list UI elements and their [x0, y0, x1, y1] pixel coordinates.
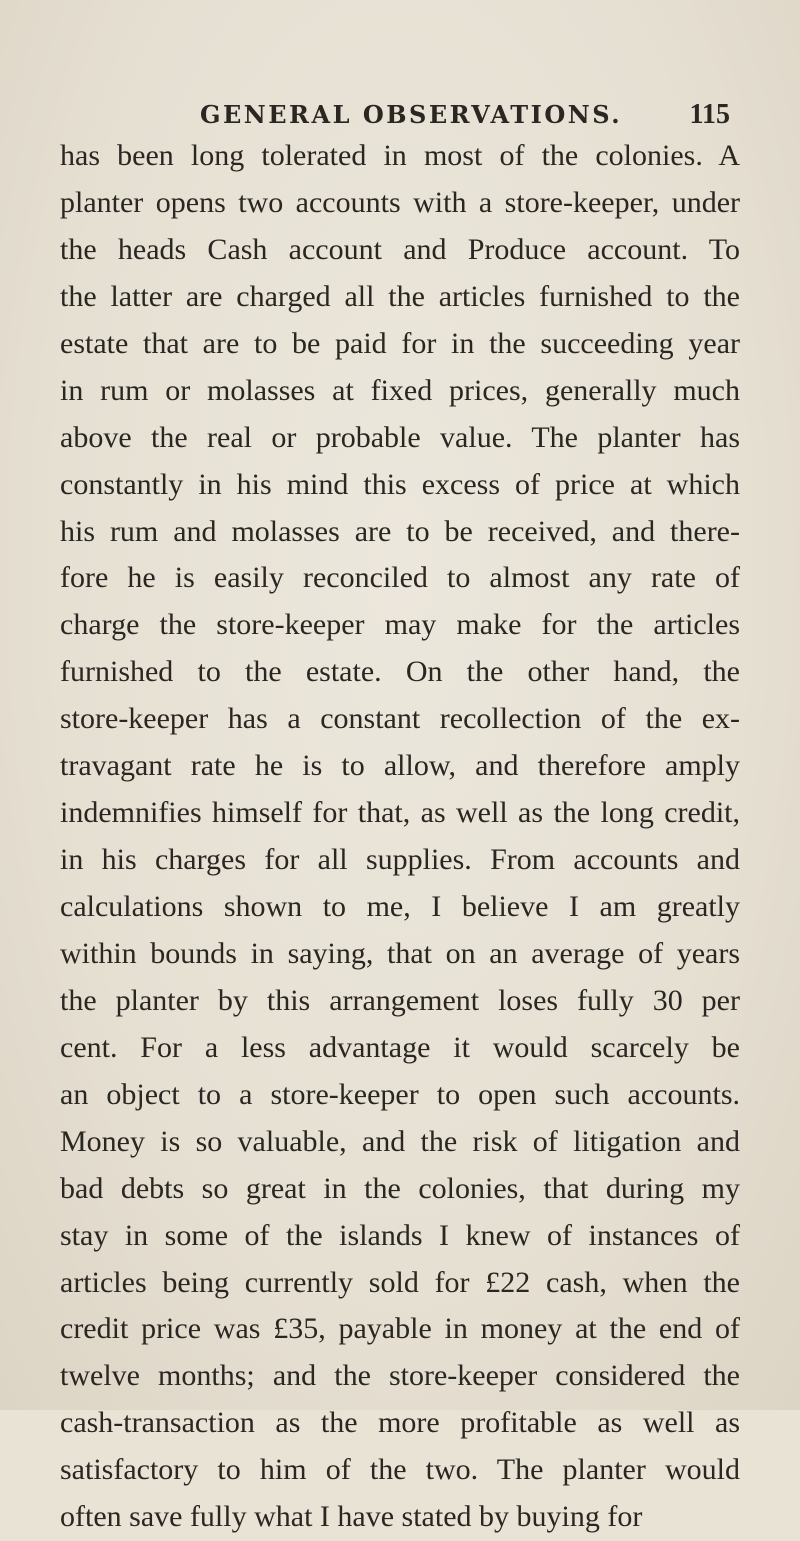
running-head: GENERAL OBSERVATIONS.	[200, 100, 623, 129]
text-line: the planter by this arrangement loses fully 30 per	[60, 983, 740, 1017]
page-number: 115	[689, 99, 730, 130]
text-line: fore he is easily reconciled to almost any rate of	[60, 561, 740, 595]
text-line: his rum and molasses are to be received, and there-	[60, 514, 740, 548]
text-line: often save fully what I have stated by buying for	[60, 1500, 643, 1534]
text-line: travagant rate he is to allow, and therefore amply	[60, 749, 740, 783]
body-text	[60, 133, 740, 1541]
text-line: cash-transaction as the more profitable as well as	[60, 1406, 740, 1440]
text-line: cent. For a less advantage it would scarcely be	[60, 1030, 740, 1064]
text-line: satisfactory to him of the two. The planter would	[60, 1453, 740, 1487]
text-line: credit price was £35, payable in money at the end of	[60, 1312, 740, 1346]
text-line: above the real or probable value. The planter has	[60, 420, 740, 454]
text-line: the heads Cash account and Produce account. To	[60, 232, 740, 266]
text-line: has been long tolerated in most of the colonies. A	[60, 139, 740, 172]
text-line: furnished to the estate. On the other hand, the	[60, 655, 740, 689]
text-line: charge the store-keeper may make for the articles	[60, 608, 740, 642]
text-line: store-keeper has a constant recollection of the ex-	[60, 702, 740, 736]
text-line: constantly in his mind this excess of price at which	[60, 467, 740, 501]
text-line: twelve months; and the store-keeper considered the	[60, 1359, 740, 1393]
text-line: estate that are to be paid for in the succeeding year	[60, 326, 740, 360]
text-line: bad debts so great in the colonies, that during my	[60, 1171, 740, 1205]
text-line: in rum or molasses at fixed prices, generally much	[60, 373, 740, 407]
text-line: calculations shown to me, I believe I am greatly	[60, 890, 740, 923]
text-line: in his charges for all supplies. From accounts and	[60, 843, 740, 877]
text-line: stay in some of the islands I knew of instances of	[60, 1218, 740, 1252]
text-line: within bounds in saying, that on an average of years	[60, 936, 740, 970]
text-line: articles being currently sold for £22 cash, when the	[60, 1265, 740, 1299]
text-line: planter opens two accounts with a store-keeper, under	[60, 185, 740, 219]
text-line: an object to a store-keeper to open such accounts.	[60, 1077, 740, 1111]
text-line: the latter are charged all the articles furnished to the	[60, 279, 740, 313]
text-line: Money is so valuable, and the risk of litigation and	[60, 1124, 740, 1158]
text-line: indemnifies himself for that, as well as the long credit,	[60, 796, 740, 830]
